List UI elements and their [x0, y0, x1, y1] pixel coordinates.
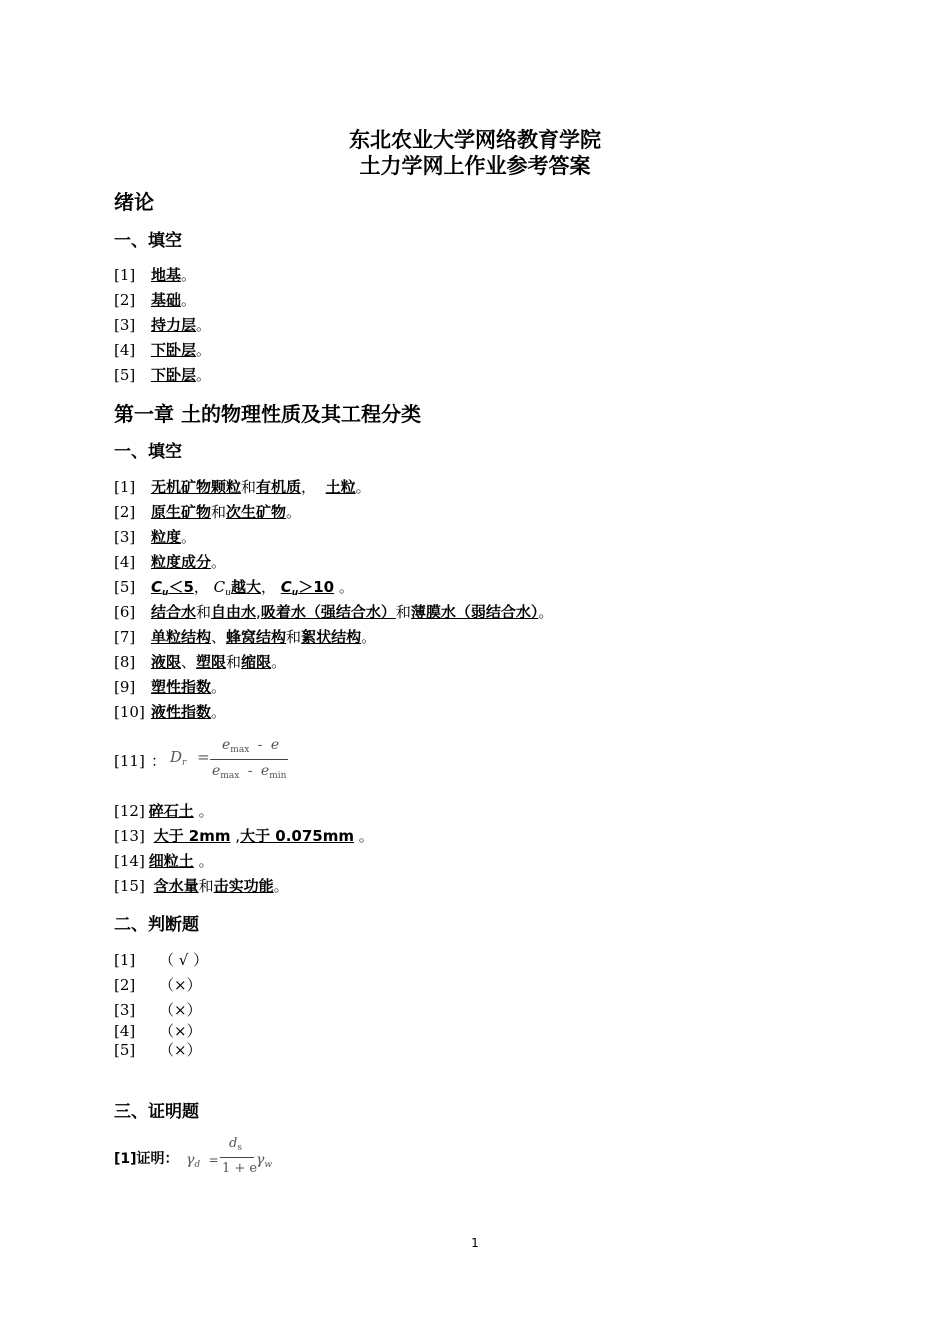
intro-heading: 绪论 — [114, 190, 154, 214]
answer: 吸着水（强结合水） — [260, 603, 396, 621]
answer: 结合水 — [151, 603, 197, 621]
symbol-sub: min — [269, 771, 287, 781]
joiner: 和 — [241, 478, 257, 496]
punct: 。 — [198, 802, 214, 820]
equals-sign: = — [197, 748, 210, 766]
judge-item — [114, 1039, 202, 1060]
punct: 。 — [181, 291, 197, 309]
intro-item — [114, 339, 211, 360]
punct: 。 — [358, 827, 374, 845]
minus-sign: - — [257, 737, 263, 753]
fill-item-9 — [114, 676, 226, 697]
item-number: [4] — [114, 1022, 136, 1040]
fraction-bar — [220, 1157, 254, 1158]
symbol-sub: max — [220, 771, 240, 781]
chapter1-section-proof: 三、证明题 — [114, 1102, 199, 1122]
punct: 。 — [211, 703, 227, 721]
fill-item-11 — [114, 750, 166, 771]
fill-item-3 — [114, 526, 196, 547]
answer: ＞10 — [298, 578, 335, 596]
answer: ＜5 — [168, 578, 194, 596]
symbol-e: e — [270, 737, 280, 753]
answer: 土粒 — [325, 478, 356, 496]
intro-item — [114, 264, 196, 285]
item-number: [5] — [114, 1041, 136, 1059]
symbol-e: e — [222, 737, 231, 753]
answer: 缩限 — [241, 653, 272, 671]
proof-numerator — [229, 1136, 242, 1153]
formula-numerator — [222, 737, 279, 755]
fill-item-5 — [114, 576, 354, 598]
answer: 液限 — [151, 653, 182, 671]
symbol-sub: s — [237, 1143, 242, 1153]
joiner: 和 — [395, 603, 411, 621]
item-number: [3] — [114, 1001, 136, 1019]
item-number: [10] — [114, 703, 145, 721]
answer: 次生矿物 — [226, 503, 287, 521]
item-number: [5] — [114, 366, 136, 384]
answer: 薄膜水（弱结合水） — [410, 603, 539, 621]
joiner: ， — [260, 578, 276, 596]
proof-formula-rhs — [256, 1152, 272, 1170]
answer: 持力层 — [151, 316, 197, 334]
item-number: [2] — [114, 291, 136, 309]
symbol-sub: u — [291, 588, 299, 598]
proof-denominator: 1 + e — [222, 1161, 258, 1176]
answer: 塑性指数 — [151, 678, 212, 696]
joiner: ， — [301, 478, 317, 496]
judge-item — [114, 949, 208, 970]
answer: 粒度 — [151, 528, 182, 546]
item-number: [1] — [114, 266, 136, 284]
intro-item — [114, 314, 211, 335]
fill-item-1 — [114, 476, 371, 497]
item-number: [8] — [114, 653, 136, 671]
chapter1-section-fill: 一、填空 — [114, 442, 182, 462]
item-number: [3] — [114, 528, 136, 546]
fraction-bar — [210, 759, 288, 760]
fill-item-7 — [114, 626, 376, 647]
equals-sign: = — [208, 1153, 219, 1167]
fill-item-13 — [114, 825, 374, 846]
answer: 地基 — [151, 266, 182, 284]
item-number: [12] — [114, 802, 145, 820]
item-number: [9] — [114, 678, 136, 696]
intro-item — [114, 289, 196, 310]
doc-title-line1: 东北农业大学网络教育学院 — [349, 128, 601, 152]
answer: 下卧层 — [151, 341, 197, 359]
symbol-d: d — [229, 1136, 238, 1151]
formula-lhs — [170, 748, 210, 768]
proof-formula-lhs — [186, 1152, 219, 1170]
judge-mark: （×） — [159, 1022, 202, 1040]
symbol-c: C — [151, 578, 163, 596]
symbol-sub: w — [264, 1160, 273, 1170]
fill-item-4 — [114, 551, 226, 572]
joiner: ， — [193, 578, 209, 596]
judge-item — [114, 1020, 202, 1041]
item-number: [11] — [114, 752, 145, 770]
answer: 无机矿物颗粒 — [151, 478, 242, 496]
punct: 。 — [211, 553, 227, 571]
item-number: [1] — [114, 951, 136, 969]
symbol-c: C — [213, 578, 226, 596]
answer: 下卧层 — [151, 366, 197, 384]
answer: 单粒结构 — [151, 628, 212, 646]
punct: 。 — [196, 366, 212, 384]
punct: 。 — [338, 578, 354, 596]
punct: 。 — [196, 316, 212, 334]
punct: 。 — [286, 503, 302, 521]
punct: 。 — [355, 478, 371, 496]
answer: 基础 — [151, 291, 182, 309]
judge-mark: （×） — [159, 1041, 202, 1059]
joiner: 和 — [226, 653, 242, 671]
answer: 含水量 — [153, 877, 199, 895]
punct: 。 — [181, 266, 197, 284]
item-number: [2] — [114, 976, 136, 994]
symbol-gamma: γ — [186, 1152, 195, 1168]
answer: 大于 2mm — [153, 827, 231, 845]
item-number: [2] — [114, 503, 136, 521]
item-number: [15] — [114, 877, 145, 895]
symbol-sub: u — [225, 588, 231, 598]
punct: ： — [151, 752, 167, 770]
punct: 。 — [211, 678, 227, 696]
judge-mark: （×） — [159, 976, 202, 994]
minus-sign: - — [247, 763, 253, 779]
punct: 。 — [181, 528, 197, 546]
page-number: 1 — [471, 1236, 479, 1250]
answer: 液性指数 — [151, 703, 212, 721]
item-number: [4] — [114, 553, 136, 571]
item-number: [3] — [114, 316, 136, 334]
answer: 絮状结构 — [301, 628, 362, 646]
symbol-sub: r — [182, 758, 187, 768]
symbol-c: C — [280, 578, 292, 596]
item-number: [6] — [114, 603, 136, 621]
answer: 细粒土 — [148, 852, 194, 870]
punct: 。 — [196, 341, 212, 359]
punct: 。 — [538, 603, 554, 621]
answer: 越大 — [230, 578, 261, 596]
joiner: , — [256, 603, 261, 621]
symbol-sub: u — [162, 588, 169, 598]
judge-item — [114, 974, 202, 995]
joiner: 和 — [196, 603, 212, 621]
item-number: [7] — [114, 628, 136, 646]
symbol-sub: d — [194, 1160, 201, 1170]
answer: 大于 0.075mm — [240, 827, 354, 845]
answer: 有机质 — [256, 478, 302, 496]
formula-denominator — [212, 763, 286, 781]
answer: 粒度成分 — [151, 553, 212, 571]
judge-mark: （×） — [159, 1001, 202, 1019]
fill-item-10 — [114, 701, 226, 722]
item-number: [1] — [114, 478, 136, 496]
punct: 。 — [271, 653, 287, 671]
fill-item-8 — [114, 651, 286, 672]
punct: 。 — [361, 628, 377, 646]
joiner: 和 — [211, 503, 227, 521]
answer: 自由水 — [211, 603, 257, 621]
intro-section-fill: 一、填空 — [114, 231, 182, 251]
fill-item-14 — [114, 850, 214, 871]
fill-item-6 — [114, 601, 553, 622]
chapter1-heading: 第一章 土的物理性质及其工程分类 — [114, 402, 421, 426]
joiner: 和 — [198, 877, 214, 895]
joiner: , — [235, 827, 241, 845]
item-number: [4] — [114, 341, 136, 359]
answer: 塑限 — [196, 653, 227, 671]
joiner: 、 — [211, 628, 227, 646]
symbol-d: D — [170, 748, 183, 766]
fill-item-2 — [114, 501, 301, 522]
answer: 击实功能 — [213, 877, 274, 895]
proof-label: [1]证明： — [114, 1151, 179, 1167]
punct: 。 — [198, 852, 214, 870]
fill-item-12 — [114, 800, 214, 821]
intro-item — [114, 364, 211, 385]
answer: 原生矿物 — [151, 503, 212, 521]
symbol-sub: max — [230, 745, 250, 755]
fill-item-15 — [114, 875, 289, 896]
joiner: 、 — [181, 653, 197, 671]
joiner: 和 — [286, 628, 302, 646]
answer: 碎石土 — [148, 802, 194, 820]
symbol-e: e — [212, 763, 221, 779]
symbol-e: e — [260, 763, 270, 779]
symbol-gamma: γ — [256, 1152, 265, 1168]
item-number: [14] — [114, 852, 145, 870]
judge-item — [114, 999, 202, 1020]
item-number: [13] — [114, 827, 145, 845]
item-number: [5] — [114, 578, 136, 596]
chapter1-section-judge: 二、判断题 — [114, 915, 199, 935]
answer: 蜂窝结构 — [226, 628, 287, 646]
punct: 。 — [273, 877, 289, 895]
judge-mark: （ √ ） — [159, 951, 209, 969]
doc-title-line2: 土力学网上作业参考答案 — [359, 154, 591, 178]
